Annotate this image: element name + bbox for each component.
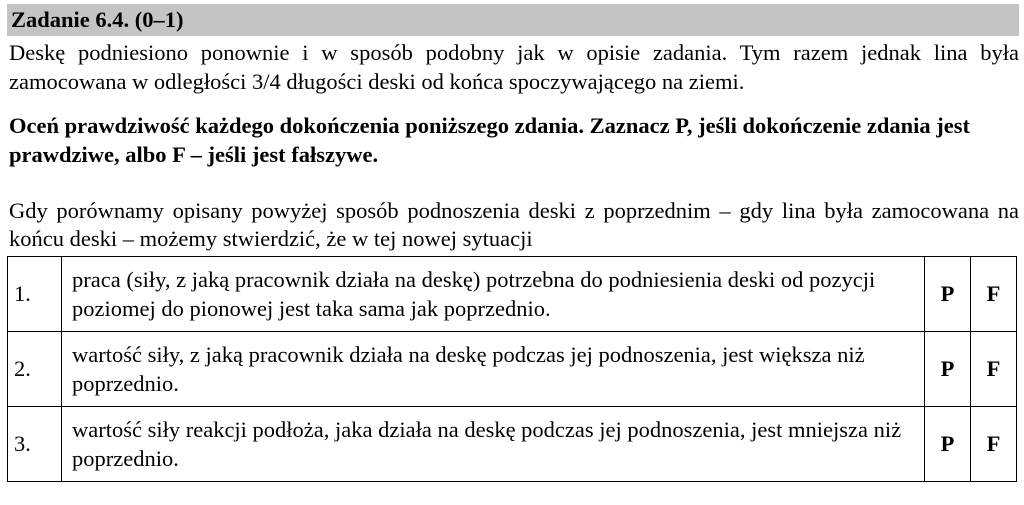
row-number: 1.	[8, 257, 62, 332]
table-row	[8, 332, 1017, 407]
option-true-button[interactable]: P	[925, 257, 971, 332]
row-number: 3.	[8, 407, 62, 482]
table-row	[8, 407, 1017, 482]
answer-table	[7, 256, 1017, 482]
option-true-button[interactable]: P	[925, 332, 971, 407]
statement-text: wartość siły, z jaką pracownik działa na deskę podczas jej podnoszenia, jest większa niż poprzednio.	[62, 332, 925, 407]
statement-text: wartość siły reakcji podłoża, jaka działa na deskę podczas jej podnoszenia, jest mniejsza niż poprzednio.	[62, 407, 925, 482]
task-page	[7, 4, 1019, 482]
row-number: 2.	[8, 332, 62, 407]
question-stem: Gdy porównamy opisany powyżej sposób podnoszenia deski z poprzednim – gdy lina była zamocowana na końcu deski – możemy stwierdzić, że w tej nowej sytuacji	[9, 198, 1019, 251]
task-title: Zadanie 6.4. (0–1)	[7, 4, 1019, 36]
option-true-button[interactable]: P	[925, 407, 971, 482]
option-false-button[interactable]: F	[971, 407, 1017, 482]
task-intro: Deskę podniesiono ponownie i w sposób podobny jak w opisie zadania. Tym razem jednak lina była zamocowana w odległości 3/4 długości deski od końca spoczywającego na ziemi.	[9, 40, 1019, 94]
statement-text: praca (siły, z jaką pracownik działa na deskę) potrzebna do podniesienia deski od pozycji poziomej do pionowej jest taka sama jak poprzednio.	[62, 257, 925, 332]
option-false-button[interactable]: F	[971, 332, 1017, 407]
option-false-button[interactable]: F	[971, 257, 1017, 332]
table-row	[8, 257, 1017, 332]
task-instruction: Oceń prawdziwość każdego dokończenia poniższego zdania. Zaznacz P, jeśli dokończenie zdania jest prawdziwe, albo F – jeśli jest fałszywe.	[9, 113, 971, 167]
